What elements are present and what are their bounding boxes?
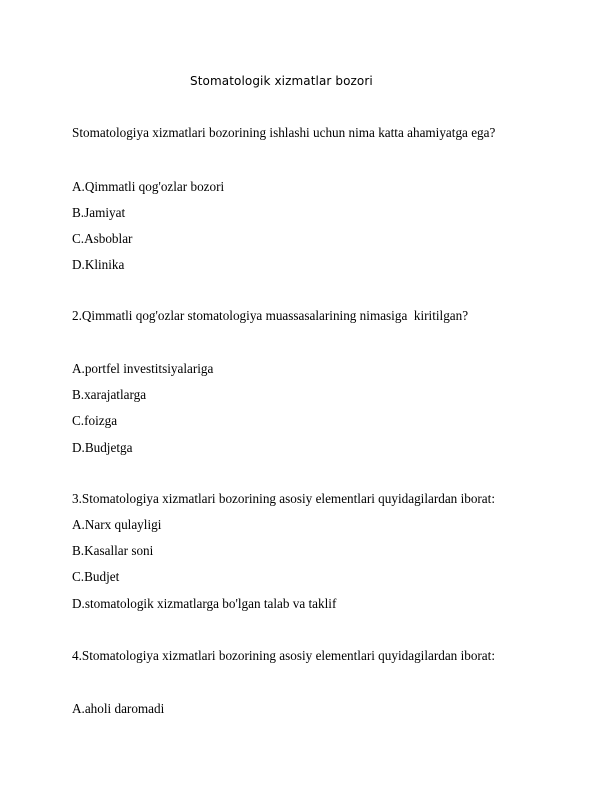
question-2-option-a: A.portfel investitsiyalariga (72, 361, 214, 376)
document-title: Stomatologik xizmatlar bozori (190, 74, 373, 88)
question-2-option-c: C.foizga (72, 413, 118, 428)
question-3-option-a: A.Narx qulayligi (72, 517, 162, 532)
question-1-option-c: C.Asboblar (72, 231, 133, 246)
question-4-option-a: A.aholi daromadi (72, 701, 165, 716)
question-1-option-b: B.Jamiyat (72, 205, 126, 220)
question-3-option-c: C.Budjet (72, 569, 120, 584)
question-3-text: 3.Stomatologiya xizmatlari bozorining asosiy elementlari quyidagilardan iborat: (72, 491, 495, 506)
question-2-text: 2.Qimmatli qog'ozlar stomatologiya muassasalarining nimasiga kiritilgan? (72, 308, 469, 323)
question-1-option-a: A.Qimmatli qog'ozlar bozori (72, 179, 225, 194)
question-2-option-d: D.Budjetga (72, 440, 133, 455)
question-2-option-b: B.xarajatlarga (72, 387, 147, 402)
question-1-option-d: D.Klinika (72, 257, 125, 272)
question-3-option-d: D.stomatologik xizmatlarga bo'lgan talab va taklif (72, 596, 337, 611)
question-1-text: Stomatologiya xizmatlari bozorining ishlashi uchun nima katta ahamiyatga ega? (72, 125, 496, 140)
question-3-option-b: B.Kasallar soni (72, 543, 154, 558)
question-4-text: 4.Stomatologiya xizmatlari bozorining asosiy elementlari quyidagilardan iborat: (72, 648, 495, 663)
